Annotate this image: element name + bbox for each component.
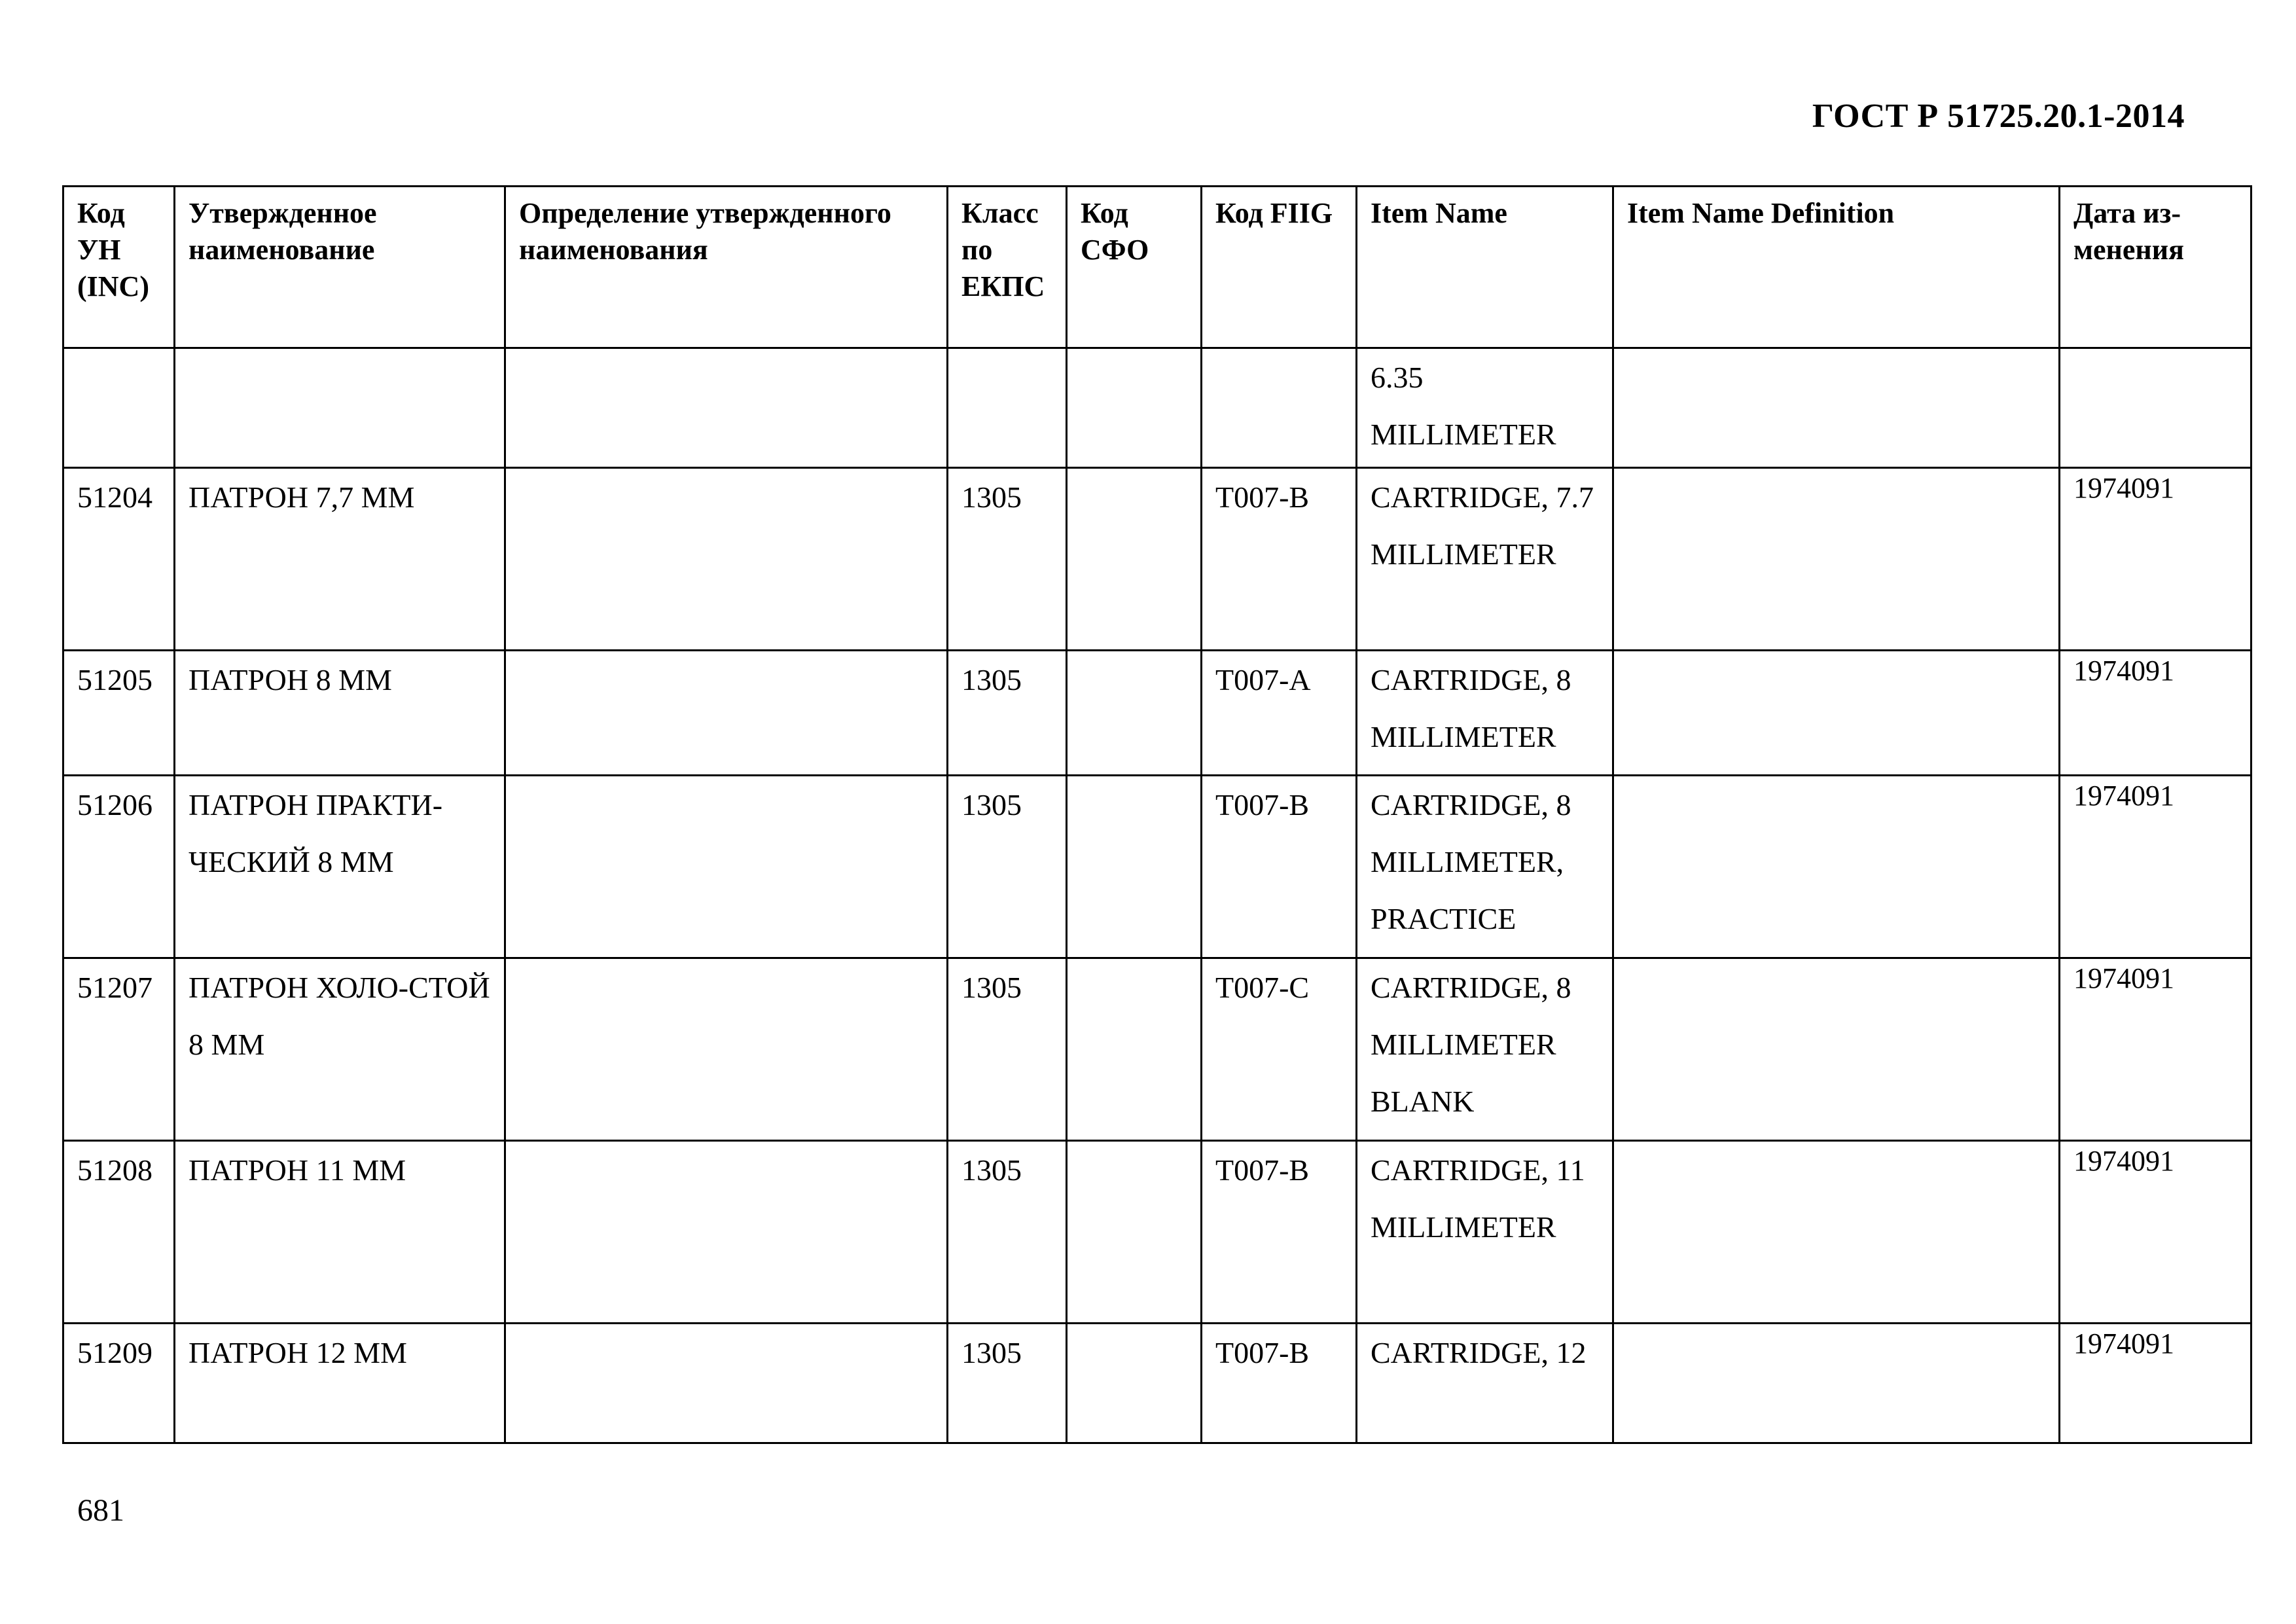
table-row [63,651,2251,776]
cell-sfo-code [1067,958,1202,1141]
cell-change-date: 1974091 [2060,468,2251,651]
table-row [63,958,2251,1141]
cell-approved-name: ПАТРОН ХОЛО-СТОЙ 8 ММ [175,958,505,1141]
table-row [63,348,2251,468]
cell-sfo-code [1067,776,1202,958]
column-header-change-date: Дата из-менения [2060,187,2251,348]
cell-item-name-definition [1613,1324,2060,1443]
cell-inc: 51205 [63,651,175,776]
table-row [63,1141,2251,1324]
classifier-table [62,185,2252,1444]
cell-approved-name: ПАТРОН 11 ММ [175,1141,505,1324]
cell-ekps-class: 1305 [948,958,1067,1141]
table-header-row [63,187,2251,348]
table-row [63,468,2251,651]
document-standard-code: ГОСТ Р 51725.20.1-2014 [1812,98,2185,135]
cell-fiig-code: T007-C [1202,958,1357,1141]
table-row [63,776,2251,958]
cell-change-date: 1974091 [2060,776,2251,958]
cell-change-date: 1974091 [2060,651,2251,776]
cell-inc: 51204 [63,468,175,651]
column-header-inc: Код УН (INC) [63,187,175,348]
cell-fiig-code: T007-B [1202,468,1357,651]
cell-inc: 51207 [63,958,175,1141]
cell-fiig-code [1202,348,1357,468]
cell-ekps-class [948,348,1067,468]
cell-change-date: 1974091 [2060,1141,2251,1324]
cell-item-name: CARTRIDGE, 11 MILLIMETER [1357,1141,1613,1324]
cell-ekps-class: 1305 [948,1141,1067,1324]
cell-approved-name: ПАТРОН 8 ММ [175,651,505,776]
cell-inc: 51209 [63,1324,175,1443]
cell-item-name-definition [1613,348,2060,468]
cell-item-name: CARTRIDGE, 12 [1357,1324,1613,1443]
column-header-ekps-class: Класс по ЕКПС [948,187,1067,348]
cell-item-name: 6.35 MILLIMETER [1357,348,1613,468]
cell-ekps-class: 1305 [948,1324,1067,1443]
page-number: 681 [77,1493,124,1528]
cell-sfo-code [1067,651,1202,776]
cell-fiig-code: T007-B [1202,776,1357,958]
cell-sfo-code [1067,1141,1202,1324]
cell-name-definition [505,468,948,651]
cell-ekps-class: 1305 [948,776,1067,958]
cell-fiig-code: T007-B [1202,1324,1357,1443]
column-header-sfo-code: Код СФО [1067,187,1202,348]
cell-inc: 51208 [63,1141,175,1324]
cell-name-definition [505,1141,948,1324]
cell-name-definition [505,651,948,776]
cell-approved-name: ПАТРОН 12 ММ [175,1324,505,1443]
cell-item-name-definition [1613,468,2060,651]
cell-approved-name: ПАТРОН ПРАКТИ-ЧЕСКИЙ 8 ММ [175,776,505,958]
cell-sfo-code [1067,1324,1202,1443]
classifier-table-container [62,185,2252,1444]
column-header-item-name-definition: Item Name Definition [1613,187,2060,348]
cell-item-name: CARTRIDGE, 8 MILLIMETER [1357,651,1613,776]
cell-change-date: 1974091 [2060,1324,2251,1443]
cell-ekps-class: 1305 [948,468,1067,651]
cell-inc: 51206 [63,776,175,958]
cell-item-name: CARTRIDGE, 7.7 MILLIMETER [1357,468,1613,651]
cell-fiig-code: T007-B [1202,1141,1357,1324]
column-header-item-name: Item Name [1357,187,1613,348]
cell-inc [63,348,175,468]
cell-change-date: 1974091 [2060,958,2251,1141]
column-header-approved-name: Утвержденное наименование [175,187,505,348]
cell-approved-name: ПАТРОН 7,7 ММ [175,468,505,651]
cell-ekps-class: 1305 [948,651,1067,776]
cell-item-name-definition [1613,651,2060,776]
cell-item-name: CARTRIDGE, 8 MILLIMETER BLANK [1357,958,1613,1141]
column-header-name-definition: Определение утвержденного наименования [505,187,948,348]
cell-name-definition [505,958,948,1141]
cell-item-name-definition [1613,1141,2060,1324]
cell-item-name: CARTRIDGE, 8 MILLIMETER, PRACTICE [1357,776,1613,958]
cell-fiig-code: T007-A [1202,651,1357,776]
cell-item-name-definition [1613,776,2060,958]
cell-sfo-code [1067,348,1202,468]
cell-change-date [2060,348,2251,468]
cell-item-name-definition [1613,958,2060,1141]
cell-name-definition [505,1324,948,1443]
table-row [63,1324,2251,1443]
cell-name-definition [505,348,948,468]
cell-sfo-code [1067,468,1202,651]
cell-name-definition [505,776,948,958]
column-header-fiig-code: Код FIIG [1202,187,1357,348]
cell-approved-name [175,348,505,468]
